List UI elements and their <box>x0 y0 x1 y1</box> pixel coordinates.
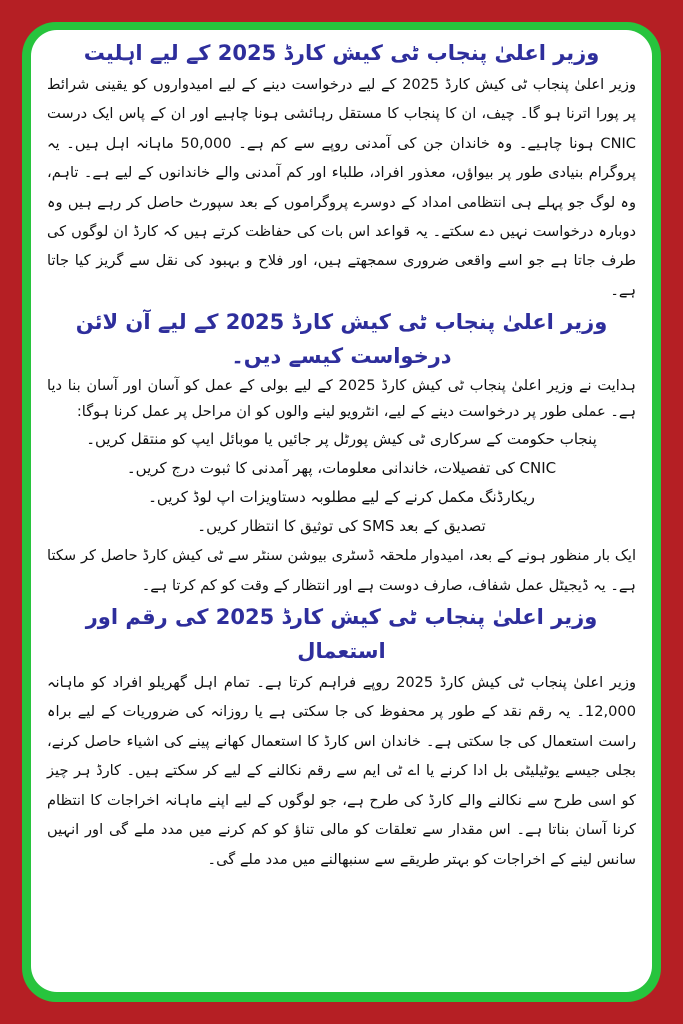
eligibility-heading: وزیر اعلیٰ پنجاب ٹی کیش کارڈ 2025 کے لیے اہلیت <box>83 41 600 65</box>
amount-usage-section <box>31 600 652 874</box>
step-item: تصدیق کے بعد SMS کی توثیق کا انتظار کریں۔ <box>197 517 486 536</box>
apply-online-section <box>31 305 652 600</box>
article-card <box>31 30 652 992</box>
step-item: CNIC کی تفصیلات، خاندانی معلومات، پھر آمدنی کا ثبوت درج کریں۔ <box>126 459 557 478</box>
eligibility-section <box>31 36 652 305</box>
amount-usage-paragraph: وزیر اعلیٰ پنجاب ٹی کیش کارڈ 2025 روپے فراہم کرتا ہے۔ تمام اہل گھریلو افراد کو ماہانہ 12,000۔ یہ رقم نقد کے طور پر محفوظ کی جا سکتی ہے یا روزانہ کی ضروریات کے لیے براہ راست استعمال کی جا سکتی ہے۔ خاندان اس کارڈ کا استعمال کھانے پینے کی اشیاء حاصل کرنے، بجلی جیسے یوٹیلیٹی بل ادا کرنے یا اے ٹی ایم سے رقم نکالنے کے لیے کر سکتے ہیں۔ کارڈ ہر چیز کو اسی طرح سے نکالنے والے کارڈ کی طرح ہے، جو لوگوں کے لیے اپنے ماہانہ اخراجات کا انتظام کرنا آسان بناتا ہے۔ اس مقدار سے تعلقات کو مالی تناؤ کو کم کرنے میں مدد ملے گی اور انہیں سانس لینے کے اخراجات کو بہتر طریقے سے سنبھالنے میں مدد ملے گی۔ <box>47 674 636 868</box>
eligibility-paragraph: وزیر اعلیٰ پنجاب ٹی کیش کارڈ 2025 کے لیے درخواست دینے کے لیے امیدواروں کو یقینی شرائط پر پورا اترنا ہو گا۔ چیف، ان کا پنجاب کا مستقل رہائشی ہونا چاہیے اور ان کے پاس ایک درست CNIC ہونا چاہیے۔ وہ خاندان جن کی آمدنی روپے سے کم ہے۔ 50,000 ماہانہ اہل ہیں۔ یہ پروگرام بنیادی طور پر بیواؤں، معذور افراد، طلباء اور کم آمدنی والے خاندانوں کے لیے ہے۔ تاہم، وہ لوگ جو پہلے ہی انتظامی امداد کے دوسرے پروگراموں کے بعد سپورٹ حاصل کر رہے ہیں وہ دوبارہ درخواست نہیں دے سکتے۔ یہ قواعد اس بات کی حفاظت کرتے ہیں کہ کارڈ ان لوگوں کی طرف جاتا ہے جو اسے واقعی ضروری سمجھتے ہیں، اور فلاح و بہبود کی نقل سے گریز کیا جاتا ہے۔ <box>47 76 636 299</box>
step-item: پنجاب حکومت کے سرکاری ٹی کیش پورٹل پر جائیں یا موبائل ایپ کو منتقل کریں۔ <box>86 430 597 449</box>
apply-intro-paragraph: ہدایت نے وزیر اعلیٰ پنجاب ٹی کیش کارڈ 2025 کے لیے بولی کے عمل کو آسان اور آسان بنا دیا ہے۔ عملی طور پر درخواست دینے کے لیے، انٹرویو لینے والوں کو ان مراحل پر عمل کرنا ہوگا: <box>47 377 636 421</box>
apply-outro-paragraph: ایک بار منظور ہونے کے بعد، امیدوار ملحقہ ڈسٹری بیوشن سنٹر سے ٹی کیش کارڈ حاصل کر سکتا ہے۔ یہ ڈیجیٹل عمل شفاف، صارف دوست ہے اور انتظار کے وقت کو کم کرتا ہے۔ <box>47 547 636 594</box>
step-item: ریکارڈنگ مکمل کرنے کے لیے مطلوبہ دستاویزات اپ لوڈ کریں۔ <box>148 488 535 507</box>
apply-online-heading: وزیر اعلیٰ پنجاب ٹی کیش کارڈ 2025 کے لیے آن لائن درخواست کیسے دیں۔ <box>75 310 608 369</box>
amount-usage-heading: وزیر اعلیٰ پنجاب ٹی کیش کارڈ 2025 کی رقم اور استعمال <box>85 605 598 664</box>
